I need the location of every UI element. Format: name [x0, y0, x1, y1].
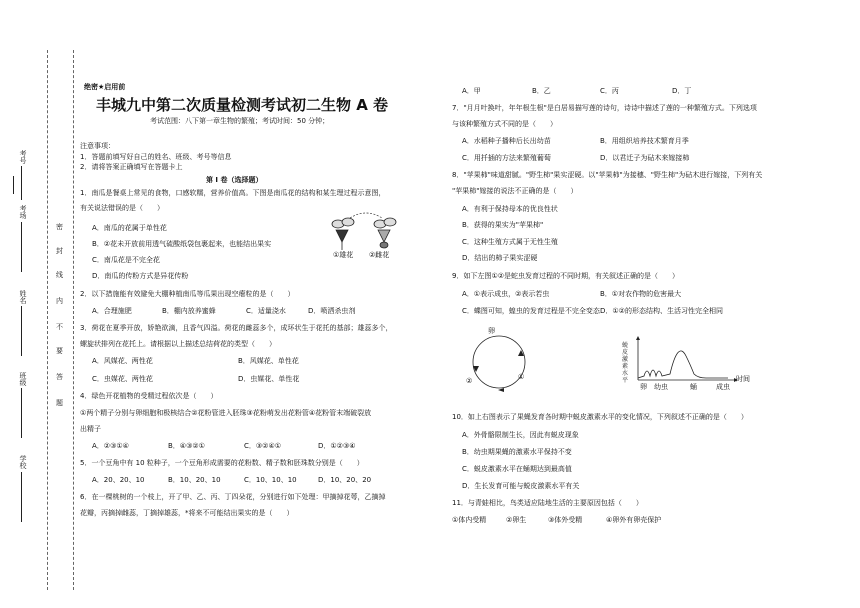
- hormone-curve: [638, 351, 728, 378]
- q11-text: 11．与青蛙相比，鸟类适应陆地生活的主要原因包括（ ）: [452, 499, 643, 507]
- q8-option-a[interactable]: A．有利于保持母本的优良性状: [462, 205, 558, 213]
- binding-warning-3: 线: [56, 271, 63, 279]
- q5-option-d[interactable]: D．10、20、20: [318, 476, 372, 484]
- q1-option-c[interactable]: C．南瓜花是不完全花: [92, 256, 160, 264]
- q8-option-c[interactable]: C．这种生殖方式属于无性生殖: [462, 238, 558, 246]
- q7-option-b[interactable]: B．用组织培养技术繁育月季: [600, 137, 689, 145]
- q7-text: 7．"月月叶换叶，年年根生根"是白居易描写莲的诗句，诗诗中描述了莲的一种繁殖方式。下列选项: [452, 104, 757, 112]
- q1-fig-label-1: ①雄花: [333, 251, 354, 259]
- binding-label-exam-no: 考号: [19, 150, 27, 164]
- q10-text: 10．如上右图表示了果蝇发育各时期中蜕皮激素水平的变化情况，下列叙述不正确的是（ ）: [452, 413, 748, 421]
- binding-warning-5: 不: [56, 323, 63, 331]
- note-2: 2．请将答案正确填写在答题卡上: [80, 163, 183, 171]
- exam-scope: 考试范围：八下第一章生物的繁殖；考试时间：50 分钟；: [150, 117, 330, 125]
- q11-option-1[interactable]: ①体内受精: [452, 516, 487, 524]
- q5-option-b[interactable]: B．10、20、10: [168, 476, 221, 484]
- q7-option-d[interactable]: D．以君迁子为砧木来嫁接柿: [600, 154, 690, 162]
- binding-label-class: 班级: [19, 372, 27, 386]
- q3-option-c[interactable]: C．虫媒花、两性花: [92, 375, 153, 383]
- binding-label-name: 姓名: [19, 290, 27, 304]
- cycle-label-2: ②: [466, 377, 473, 385]
- q4-option-b[interactable]: B．④③②①: [168, 442, 205, 450]
- binding-input-name[interactable]: [21, 306, 22, 356]
- binding-warning-1: 密: [56, 223, 63, 231]
- q2-option-b[interactable]: B．棚内放养蜜蜂: [162, 307, 216, 315]
- q7-option-a[interactable]: A．水稻种子播种后长出幼苗: [462, 137, 551, 145]
- q11-option-2[interactable]: ②卵生: [506, 516, 527, 524]
- q6-text-2: 花瓣，丙摘掉雌蕊，丁摘掉雄蕊，*将来不可能结出果实的是（ ）: [80, 509, 294, 517]
- q10-option-b[interactable]: B．幼虫期果蝇的激素水平保持不变: [462, 448, 572, 456]
- chart-x-egg: 卵: [640, 383, 647, 391]
- q3-option-a[interactable]: A．风媒花、两性花: [92, 357, 153, 365]
- chart-ylabel-char-4: 素: [622, 363, 629, 370]
- q4-text-2: ①两个精子分别与卵细胞和极核结合②花粉管进入胚珠③花粉萌发出花粉管④花粉管末端破裂放: [80, 409, 372, 417]
- q3-text: 3．荷花在夏季开放，娇艳欲滴，且香气四溢。荷花的雌蕊多个，成环状生于花托的基部；雄蕊多个，: [80, 324, 393, 332]
- q1-text: 1．南瓜是餐桌上常见的食物，口感软糯，营养价值高。下图是南瓜花的结构和某生理过程示意图，: [80, 189, 386, 197]
- q6-option-d[interactable]: D．丁: [672, 87, 692, 95]
- binding-input-school[interactable]: [21, 472, 22, 522]
- q1-option-d[interactable]: D．南瓜的传粉方式是异花传粉: [92, 272, 189, 280]
- q2-option-d[interactable]: D．喷洒杀虫剂: [308, 307, 356, 315]
- binding-warning-7: 答: [56, 373, 63, 381]
- chart-x-pupa: 蛹: [690, 383, 697, 391]
- q4-option-d[interactable]: D．①②③④: [318, 442, 356, 450]
- q1-option-b[interactable]: B．②花未开放前用透气硫酸纸袋包裹起来，也能结出果实: [92, 240, 272, 248]
- q11-option-4[interactable]: ④卵外有卵壳保护: [606, 516, 662, 524]
- chart-x-larva: 幼虫: [654, 383, 668, 391]
- binding-input-exam-room[interactable]: [21, 222, 22, 272]
- section-title: 第 I 卷（选择题）: [206, 176, 263, 184]
- binding-label-school: 学校: [19, 455, 27, 469]
- q9-option-a[interactable]: A．①表示成虫，②表示若虫: [462, 290, 550, 298]
- q5-option-c[interactable]: C．10、10、10: [244, 476, 297, 484]
- q1-text-2: 有关说法错误的是（ ）: [80, 204, 164, 212]
- q5-option-a[interactable]: A．20、20、10: [92, 476, 145, 484]
- q6-option-a[interactable]: A．甲: [462, 87, 481, 95]
- binding-input-exam-no[interactable]: [21, 166, 22, 200]
- cycle-label-egg: 卵: [488, 327, 495, 335]
- q6-text: 6．在一棵桃树的一个枝上，开了甲、乙、丙、丁四朵花，分别进行如下处理：甲摘掉花萼，乙摘掉: [80, 493, 386, 501]
- q11-option-3[interactable]: ③体外受精: [548, 516, 583, 524]
- chart-ylabel-char-1: 蜕: [622, 342, 629, 349]
- q6-option-c[interactable]: C．丙: [600, 87, 619, 95]
- binding-input-class[interactable]: [21, 388, 22, 438]
- secret-mark: 绝密★启用前: [84, 83, 126, 91]
- binding-warning-8: 题: [56, 399, 63, 407]
- q8-text: 8．"苹果柿"味道甜腻。"野生柿"果实涩硬。以"苹果柿"为接穗、"野生柿"为砧木进行嫁接，下列有关: [452, 171, 763, 179]
- q5-text: 5．一个豆角中有 10 粒种子，一个豆角形成需要的花粉数、精子数和胚珠数分别是（ ）: [80, 459, 364, 467]
- chart-ylabel-char-2: 皮: [622, 349, 629, 356]
- binding-warning-6: 要: [56, 347, 63, 355]
- q2-text: 2．以下措施能有效避免大棚种植南瓜等瓜果出现空瘪粒的是（ ）: [80, 290, 295, 298]
- q8-option-b[interactable]: B．获得的果实为"苹果柿": [462, 221, 544, 229]
- q8-text-2: "苹果柿"嫁接的说法不正确的是（ ）: [452, 187, 578, 195]
- q9-text: 9．如下左图①②是蛇虫发育过程的不同时期，有关叙述正确的是（ ）: [452, 272, 680, 280]
- q10-option-c[interactable]: C．蜕皮激素水平在蛹期达到最高值: [462, 465, 572, 473]
- female-flower-icon: [374, 218, 396, 248]
- q2-option-c[interactable]: C．适量浇水: [246, 307, 286, 315]
- chart-ylabel-char-5: 水: [622, 370, 629, 377]
- q1-fig-label-2: ②雌花: [369, 251, 390, 259]
- binding-label-exam-room: 考场: [19, 205, 27, 219]
- q9-option-b[interactable]: B．①对农作物的危害最大: [600, 290, 682, 298]
- q8-option-d[interactable]: D．结出的柿子果实涩硬: [462, 254, 538, 262]
- chart-axis-time: 时间: [736, 375, 750, 383]
- page-title: 丰城九中第二次质量检测考试初二生物 A 卷: [96, 96, 389, 114]
- notes-title: 注意事项：: [80, 142, 115, 150]
- q2-option-a[interactable]: A．合理施肥: [92, 307, 132, 315]
- q4-option-c[interactable]: C．③②④①: [244, 442, 281, 450]
- binding-inner-line: [73, 50, 74, 590]
- q9-option-c[interactable]: C．蝶图可知，蝗虫的发育过程是不完全变态: [462, 307, 600, 315]
- male-flower-icon: [332, 218, 354, 250]
- chart-ylabel-char-3: 激: [622, 356, 629, 363]
- cycle-label-1: ①: [518, 373, 525, 381]
- q10-option-a[interactable]: A．外骨骼限制生长，因此有蜕皮现象: [462, 431, 579, 439]
- note-1: 1．答题前填写好自己的姓名、班级、考号等信息: [80, 153, 232, 161]
- q10-option-d[interactable]: D．生长发育可能与蜕皮激素水平有关: [462, 482, 580, 490]
- q3-text-2: 螺旋状排列在花托上。请根据以上描述总结荷花的类型（ ）: [80, 340, 276, 348]
- q1-option-a[interactable]: A．南瓜的花属于单性花: [92, 224, 167, 232]
- q3-option-d[interactable]: D．虫媒花、单性花: [238, 375, 300, 383]
- chart-ylabel-char-6: 平: [622, 377, 629, 384]
- q4-text: 4．绿色开花植物的受精过程依次是（ ）: [80, 392, 218, 400]
- binding-outer-line: [47, 50, 48, 590]
- chart-x-adult: 成虫: [716, 383, 730, 391]
- q9-option-d[interactable]: D．①②的形态结构、生活习性完全相同: [600, 307, 723, 315]
- q6-option-b[interactable]: B．乙: [532, 87, 551, 95]
- q4-option-a[interactable]: A．②③①④: [92, 442, 129, 450]
- binding-warning-2: 封: [56, 247, 63, 255]
- binding-warning-4: 内: [56, 297, 63, 305]
- chart-ylabel: [622, 342, 630, 384]
- binding-line-exam-no: [13, 176, 14, 194]
- q3-option-b[interactable]: B．风媒花、单性花: [238, 357, 299, 365]
- q7-option-c[interactable]: C．用扦插的方法来繁殖葡萄: [462, 154, 551, 162]
- q7-text-2: 与该种繁殖方式不同的是（ ）: [452, 120, 557, 128]
- q4-text-3: 出精子: [80, 425, 101, 433]
